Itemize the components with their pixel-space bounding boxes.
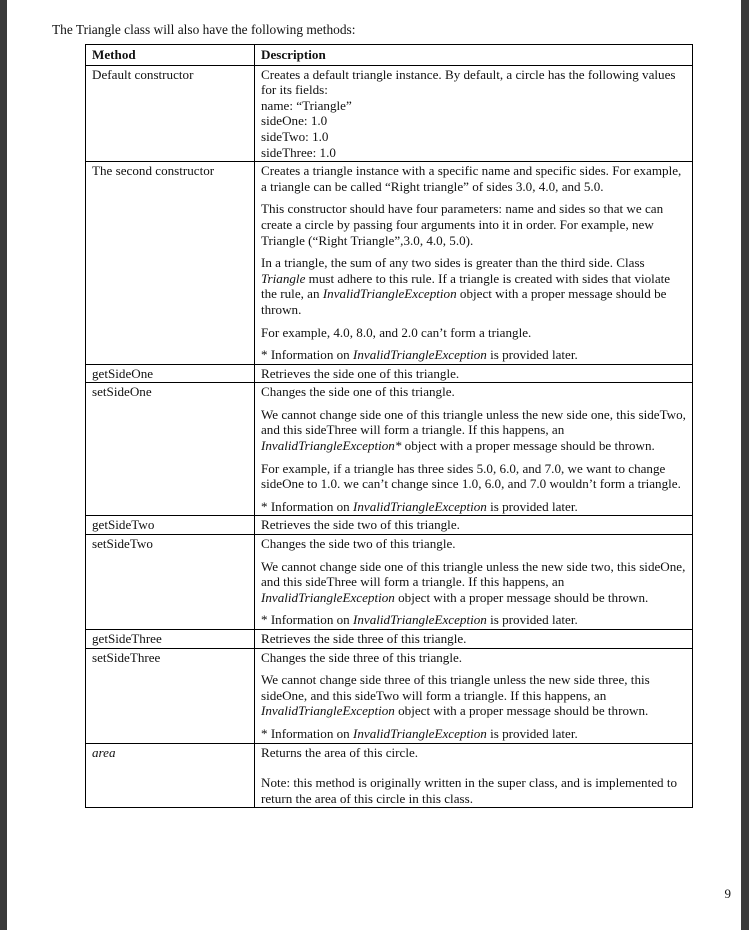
method-cell: setSideThree — [86, 648, 255, 743]
description-line: Creates a default triangle instance. By default, a circle has the following values for its fields: — [261, 66, 676, 98]
table-row — [86, 535, 693, 630]
description-paragraph: Changes the side one of this triangle. — [261, 384, 455, 400]
method-cell: getSideOne — [86, 364, 255, 383]
description-cell — [255, 648, 693, 743]
description-paragraph — [261, 407, 687, 454]
table-row — [86, 648, 693, 743]
exception-name-italic: InvalidTriangleException — [261, 589, 395, 605]
text-run: * Information on — [261, 498, 354, 514]
viewer-right-edge — [741, 0, 749, 930]
method-cell: Default constructor — [86, 65, 255, 162]
text-run: is provided later. — [486, 612, 578, 628]
text-run: We cannot change side three of this triangle unless the new side three, this sideOne, and this sideTwo will form a triangle. If this happens, an — [261, 672, 650, 703]
description-cell — [255, 383, 693, 516]
footnote-paragraph — [261, 726, 687, 742]
text-run: object with a proper message should be thrown. — [394, 703, 649, 719]
description-paragraph — [261, 672, 687, 719]
description-cell — [255, 162, 693, 365]
description-paragraph: For example, 4.0, 8.0, and 2.0 can’t form a triangle. — [261, 324, 532, 340]
text-run: is provided later. — [486, 347, 578, 363]
text-run: In a triangle, the sum of any two sides is greater than the third side. Class — [261, 255, 645, 271]
table-row — [86, 65, 693, 162]
description-paragraph: Retrieves the side one of this triangle. — [261, 365, 460, 381]
table-row — [86, 162, 693, 365]
method-cell: The second constructor — [86, 162, 255, 365]
method-cell: setSideTwo — [86, 535, 255, 630]
description-paragraph: Changes the side two of this triangle. — [261, 536, 456, 552]
description-line: sideOne: 1.0 — [261, 113, 328, 129]
text-run: must adhere to this rule. If a triangle is created with sides that violate the rule, an — [261, 270, 671, 302]
table-row — [86, 743, 693, 808]
method-name-italic: area — [92, 744, 116, 760]
exception-name-italic: InvalidTriangleException — [353, 612, 487, 628]
footnote-paragraph — [261, 612, 687, 628]
header-description: Description — [255, 45, 693, 66]
description-paragraph: Returns the area of this circle. — [261, 744, 419, 760]
viewer-left-edge — [0, 0, 7, 930]
text-run: is provided later. — [486, 725, 578, 741]
footnote-paragraph — [261, 499, 687, 515]
methods-table — [85, 44, 693, 808]
method-cell: setSideOne — [86, 383, 255, 516]
table-header-row — [86, 45, 693, 66]
method-cell — [86, 743, 255, 808]
text-run: object with a proper message should be thrown. — [261, 286, 667, 317]
description-cell — [255, 630, 693, 649]
description-paragraph — [261, 559, 687, 606]
class-name-italic: Triangle — [261, 270, 306, 286]
description-cell — [255, 65, 693, 162]
description-cell — [255, 364, 693, 383]
text-run: We cannot change side one of this triangle unless the new side one, this sideTwo, and this sideThree will form a triangle. If this happens, an — [261, 406, 686, 438]
text-run: * Information on — [261, 612, 354, 628]
exception-name-italic: InvalidTriangleException — [353, 498, 487, 514]
description-paragraph: Retrieves the side two of this triangle. — [261, 517, 460, 533]
description-line: sideTwo: 1.0 — [261, 128, 329, 144]
text-run: * Information on — [261, 347, 354, 363]
exception-name-italic: InvalidTriangleException — [322, 286, 457, 302]
description-cell — [255, 535, 693, 630]
text-run: object with a proper message should be thrown. — [401, 438, 655, 454]
text-run: object with a proper message should be thrown. — [394, 589, 649, 605]
description-paragraph: Creates a triangle instance with a specific name and specific sides. For example, a triangle can be called “Right triangle” of sides 3.0, 4.0, and 5.0. — [261, 163, 682, 194]
exception-name-italic: InvalidTriangleException — [353, 347, 487, 363]
description-line: sideThree: 1.0 — [261, 144, 336, 160]
intro-text: The Triangle class will also have the following methods: — [52, 22, 356, 37]
note-paragraph: Note: this method is originally written in the super class, and is implemented to return the area of this circle in this class. — [261, 775, 678, 806]
table-row — [86, 516, 693, 535]
description-paragraph: Retrieves the side three of this triangle. — [261, 631, 467, 646]
footnote-paragraph — [261, 347, 687, 363]
description-paragraph — [261, 255, 687, 317]
table-row — [86, 383, 693, 516]
text-run: * Information on — [261, 725, 354, 741]
table-row — [86, 364, 693, 383]
description-cell — [255, 516, 693, 535]
page-number: 9 — [724, 886, 731, 901]
exception-name-italic: InvalidTriangleException — [353, 725, 487, 741]
header-method: Method — [86, 45, 255, 66]
method-cell: getSideTwo — [86, 516, 255, 535]
description-line: name: “Triangle” — [261, 97, 352, 113]
exception-name-italic: InvalidTriangleException — [261, 703, 395, 719]
description-paragraph: Changes the side three of this triangle. — [261, 649, 463, 665]
description-paragraph: This constructor should have four parameters: name and sides so that we can create a circle by passing four arguments into it in order. For example, new Triangle (“Right Triangle”,3.0, 4.0, 5.0). — [261, 201, 664, 248]
description-paragraph: For example, if a triangle has three sides 5.0, 6.0, and 7.0, we want to change sideOne to 1.0. we can’t change since 1.0, 6.0, and 7.0 wouldn’t form a triangle. — [261, 460, 681, 492]
description-cell — [255, 743, 693, 808]
text-run: We cannot change side one of this triangle unless the new side two, this sideOne, and this sideThree will form a triangle. If this happens, an — [261, 558, 686, 590]
table-row — [86, 630, 693, 649]
exception-name-italic: InvalidTriangleException* — [261, 438, 402, 454]
text-run: is provided later. — [486, 498, 578, 514]
method-cell: getSideThree — [86, 630, 255, 649]
